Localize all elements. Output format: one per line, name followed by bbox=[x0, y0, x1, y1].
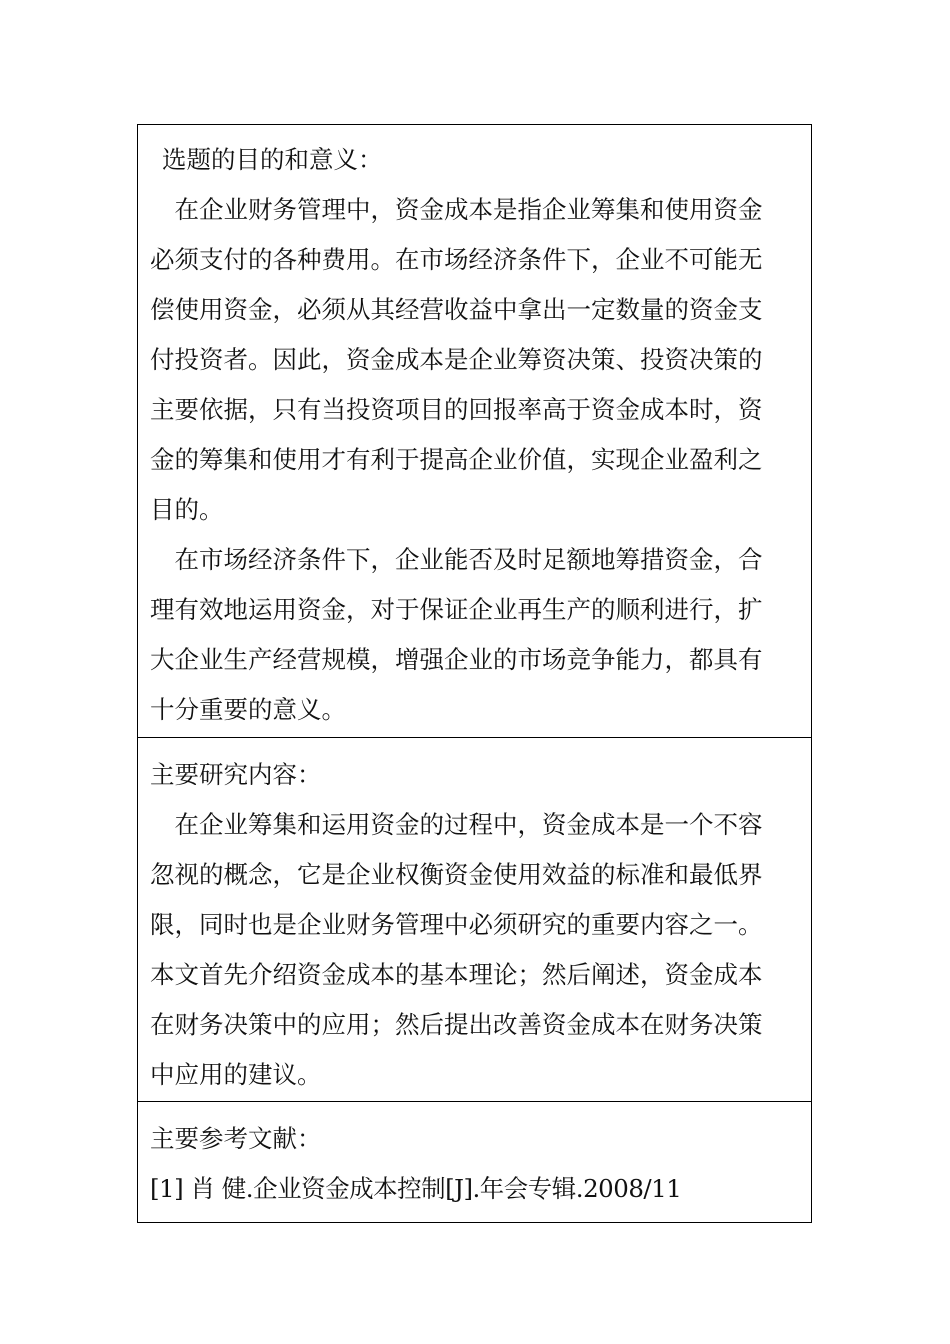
purpose-heading: 选题的目的和意义： bbox=[162, 145, 383, 174]
references-heading: 主要参考文献： bbox=[150, 1124, 322, 1153]
paragraph-line: 在企业筹集和运用资金的过程中，资金成本是一个不容 bbox=[150, 810, 763, 839]
proposal-table bbox=[137, 124, 812, 1223]
paragraph-line: 在财务决策中的应用；然后提出改善资金成本在财务决策 bbox=[150, 1010, 763, 1039]
paragraph-line: 金的筹集和使用才有利于提高企业价值，实现企业盈利之 bbox=[150, 445, 763, 474]
paragraph-line: 在企业财务管理中，资金成本是指企业筹集和使用资金 bbox=[150, 195, 763, 224]
references-section bbox=[138, 1102, 811, 1222]
paragraph-line: 主要依据，只有当投资项目的回报率高于资金成本时，资 bbox=[150, 395, 763, 424]
paragraph-line: 中应用的建议。 bbox=[150, 1060, 322, 1089]
paragraph-line: 付投资者。因此，资金成本是企业筹资决策、投资决策的 bbox=[150, 345, 763, 374]
purpose-section bbox=[138, 125, 811, 738]
paragraph-line: 理有效地运用资金，对于保证企业再生产的顺利进行，扩 bbox=[150, 595, 763, 624]
paragraph-line: 目的。 bbox=[150, 495, 224, 524]
reference-item: [1] 肖 健.企业资金成本控制[J].年会专辑.2008/11 bbox=[150, 1174, 682, 1203]
paragraph-line: 限，同时也是企业财务管理中必须研究的重要内容之一。 bbox=[150, 910, 763, 939]
paragraph-line: 忽视的概念，它是企业权衡资金使用效益的标准和最低界 bbox=[150, 860, 763, 889]
paragraph-line: 十分重要的意义。 bbox=[150, 695, 346, 724]
paragraph-line: 必须支付的各种费用。在市场经济条件下，企业不可能无 bbox=[150, 245, 763, 274]
paragraph-line: 本文首先介绍资金成本的基本理论；然后阐述，资金成本 bbox=[150, 960, 763, 989]
paragraph-line: 在市场经济条件下，企业能否及时足额地筹措资金，合 bbox=[150, 545, 763, 574]
paragraph-line: 偿使用资金，必须从其经营收益中拿出一定数量的资金支 bbox=[150, 295, 763, 324]
paragraph-line: 大企业生产经营规模，增强企业的市场竞争能力，都具有 bbox=[150, 645, 763, 674]
research-content-section bbox=[138, 738, 811, 1102]
research-content-heading: 主要研究内容： bbox=[150, 760, 322, 789]
